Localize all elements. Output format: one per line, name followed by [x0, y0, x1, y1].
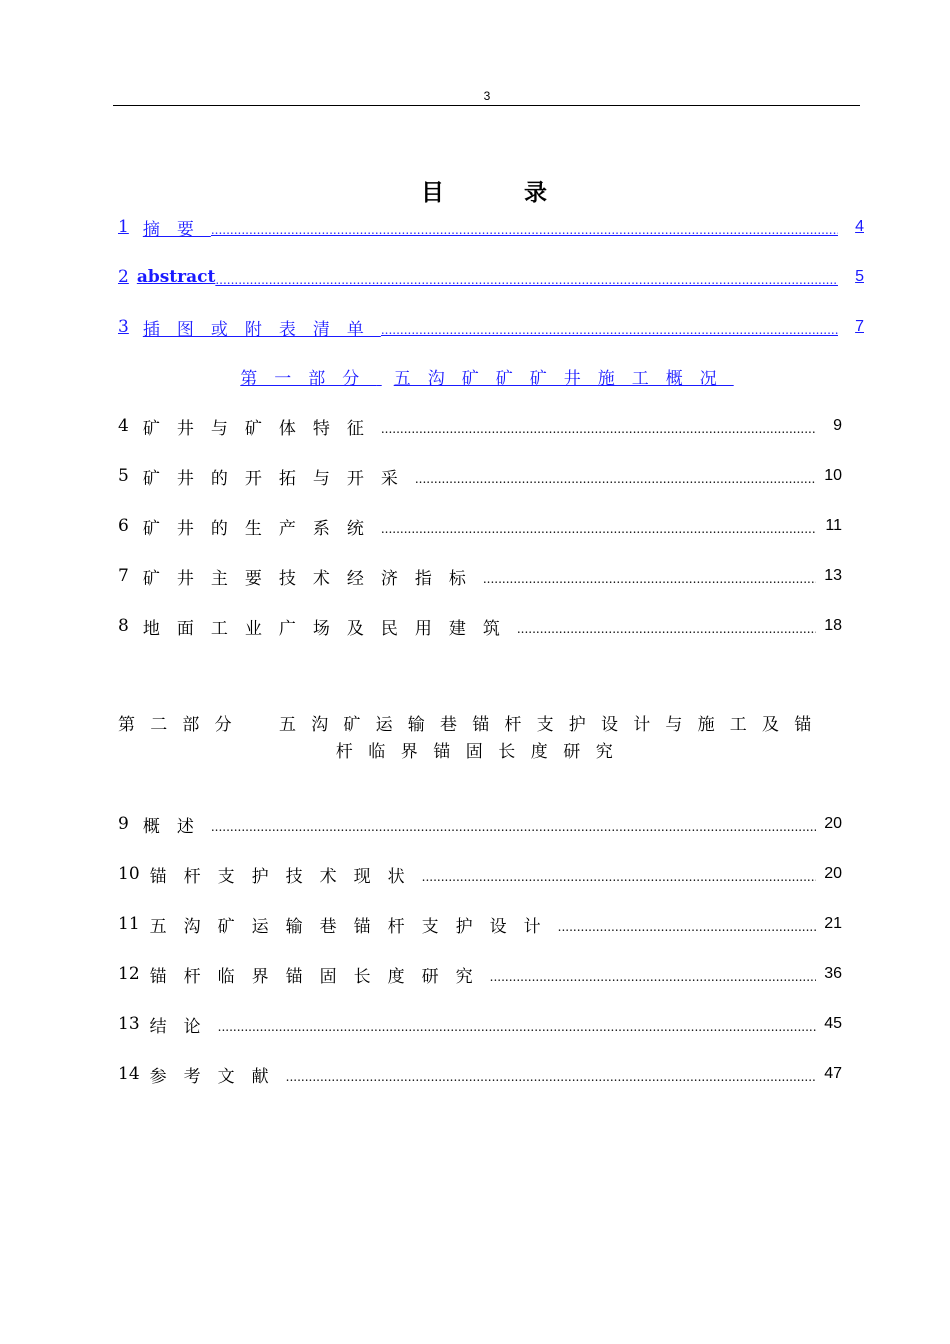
toc-entry-page: 18	[824, 617, 842, 634]
toc-entry-label: 矿井的生产系统	[142, 518, 381, 539]
toc-entry[interactable]	[118, 1062, 842, 1086]
toc-leader-dots	[415, 472, 816, 486]
toc-entry-page: 45	[824, 1015, 842, 1032]
toc-leader-dots	[381, 323, 838, 337]
toc-leader-dots	[558, 920, 816, 934]
toc-entry-label: 矿井与矿体特征	[142, 418, 381, 439]
toc-entry-number: 13	[118, 1014, 140, 1034]
toc-entry-abstract-en[interactable]	[118, 265, 864, 289]
toc-entry-label: 参考文献	[149, 1066, 286, 1087]
toc-entry-number: 6	[118, 516, 129, 536]
toc-leader-dots	[422, 870, 816, 884]
toc-entry-label: 矿井的开拓与开采	[142, 468, 415, 489]
toc-entry-number: 12	[118, 964, 140, 984]
toc-entry-label: 五沟矿运输巷锚杆支护设计	[149, 916, 558, 937]
toc-entry-number: 10	[118, 864, 140, 884]
part-two-heading	[118, 712, 846, 766]
toc-leader-dots	[211, 820, 816, 834]
toc-entry-label: abstract	[136, 267, 216, 287]
toc-entry[interactable]	[118, 1012, 842, 1036]
toc-entry-page: 20	[824, 865, 842, 882]
toc-entry-number: 3	[118, 317, 129, 337]
toc-entry-page: 9	[833, 417, 842, 434]
part-two-heading-line2: 杆临界锚固长度研究	[335, 742, 629, 762]
toc-entry-page: 10	[824, 467, 842, 484]
toc-leader-dots	[381, 522, 816, 536]
toc-entry[interactable]	[118, 812, 842, 836]
toc-leader-dots	[483, 572, 816, 586]
toc-entry-label: 地面工业广场及民用建筑	[142, 618, 517, 639]
toc-entry[interactable]	[118, 564, 842, 588]
toc-entry-number: 4	[118, 416, 129, 436]
toc-entry-page: 13	[824, 567, 842, 584]
toc-entry[interactable]	[118, 514, 842, 538]
part-one-prefix: 第一部分	[240, 369, 377, 389]
toc-entry-page: 4	[855, 218, 864, 235]
toc-entry[interactable]	[118, 912, 842, 936]
toc-entry-number: 8	[118, 616, 129, 636]
toc-entry[interactable]	[118, 464, 842, 488]
toc-entry-label: 摘要	[142, 219, 211, 240]
toc-entry-page: 47	[824, 1065, 842, 1082]
toc-entry-label: 矿井主要技术经济指标	[142, 568, 483, 589]
part-one-heading[interactable]	[0, 364, 950, 389]
toc-entry-label: 概述	[142, 816, 211, 837]
page-number: 3	[483, 89, 491, 103]
header-rule	[113, 105, 860, 106]
part-two-heading-line1: 第二部分 五沟矿运输巷锚杆支护设计与施工及锚	[118, 715, 827, 735]
toc-title: 目 录	[420, 180, 583, 206]
toc-entry-number: 1	[118, 217, 129, 237]
toc-leader-dots	[218, 1020, 816, 1034]
toc-entry[interactable]	[118, 414, 842, 438]
toc-entry-label: 结论	[149, 1016, 218, 1037]
toc-leader-dots	[517, 622, 816, 636]
toc-entry-label: 插图或附表清单	[142, 319, 381, 340]
toc-entry-page: 36	[824, 965, 842, 982]
toc-entry-number: 14	[118, 1064, 140, 1084]
toc-entry-number: 5	[118, 466, 129, 486]
toc-entry-label: 锚杆支护技术现状	[149, 866, 422, 887]
toc-entry[interactable]	[118, 614, 842, 638]
toc-entry-figures[interactable]	[118, 315, 864, 339]
toc-entry-page: 11	[825, 517, 842, 534]
toc-entry-page: 20	[824, 815, 842, 832]
toc-entry[interactable]	[118, 862, 842, 886]
toc-entry[interactable]	[118, 962, 842, 986]
toc-leader-dots	[211, 223, 838, 237]
toc-leader-dots	[286, 1070, 816, 1084]
toc-entry-page: 5	[855, 268, 864, 285]
part-one-title: 五沟矿矿矿井施工概况	[393, 369, 734, 389]
toc-entry-number: 2	[118, 267, 129, 287]
toc-leader-dots	[381, 422, 816, 436]
toc-entry-number: 11	[118, 914, 140, 934]
toc-entry-number: 9	[118, 814, 129, 834]
toc-leader-dots	[215, 273, 838, 287]
toc-entry-page: 7	[855, 318, 864, 335]
toc-entry-number: 7	[118, 566, 129, 586]
toc-entry-page: 21	[824, 915, 842, 932]
toc-leader-dots	[490, 970, 816, 984]
toc-entry-label: 锚杆临界锚固长度研究	[149, 966, 490, 987]
toc-entry-abstract-cn[interactable]	[118, 215, 864, 239]
